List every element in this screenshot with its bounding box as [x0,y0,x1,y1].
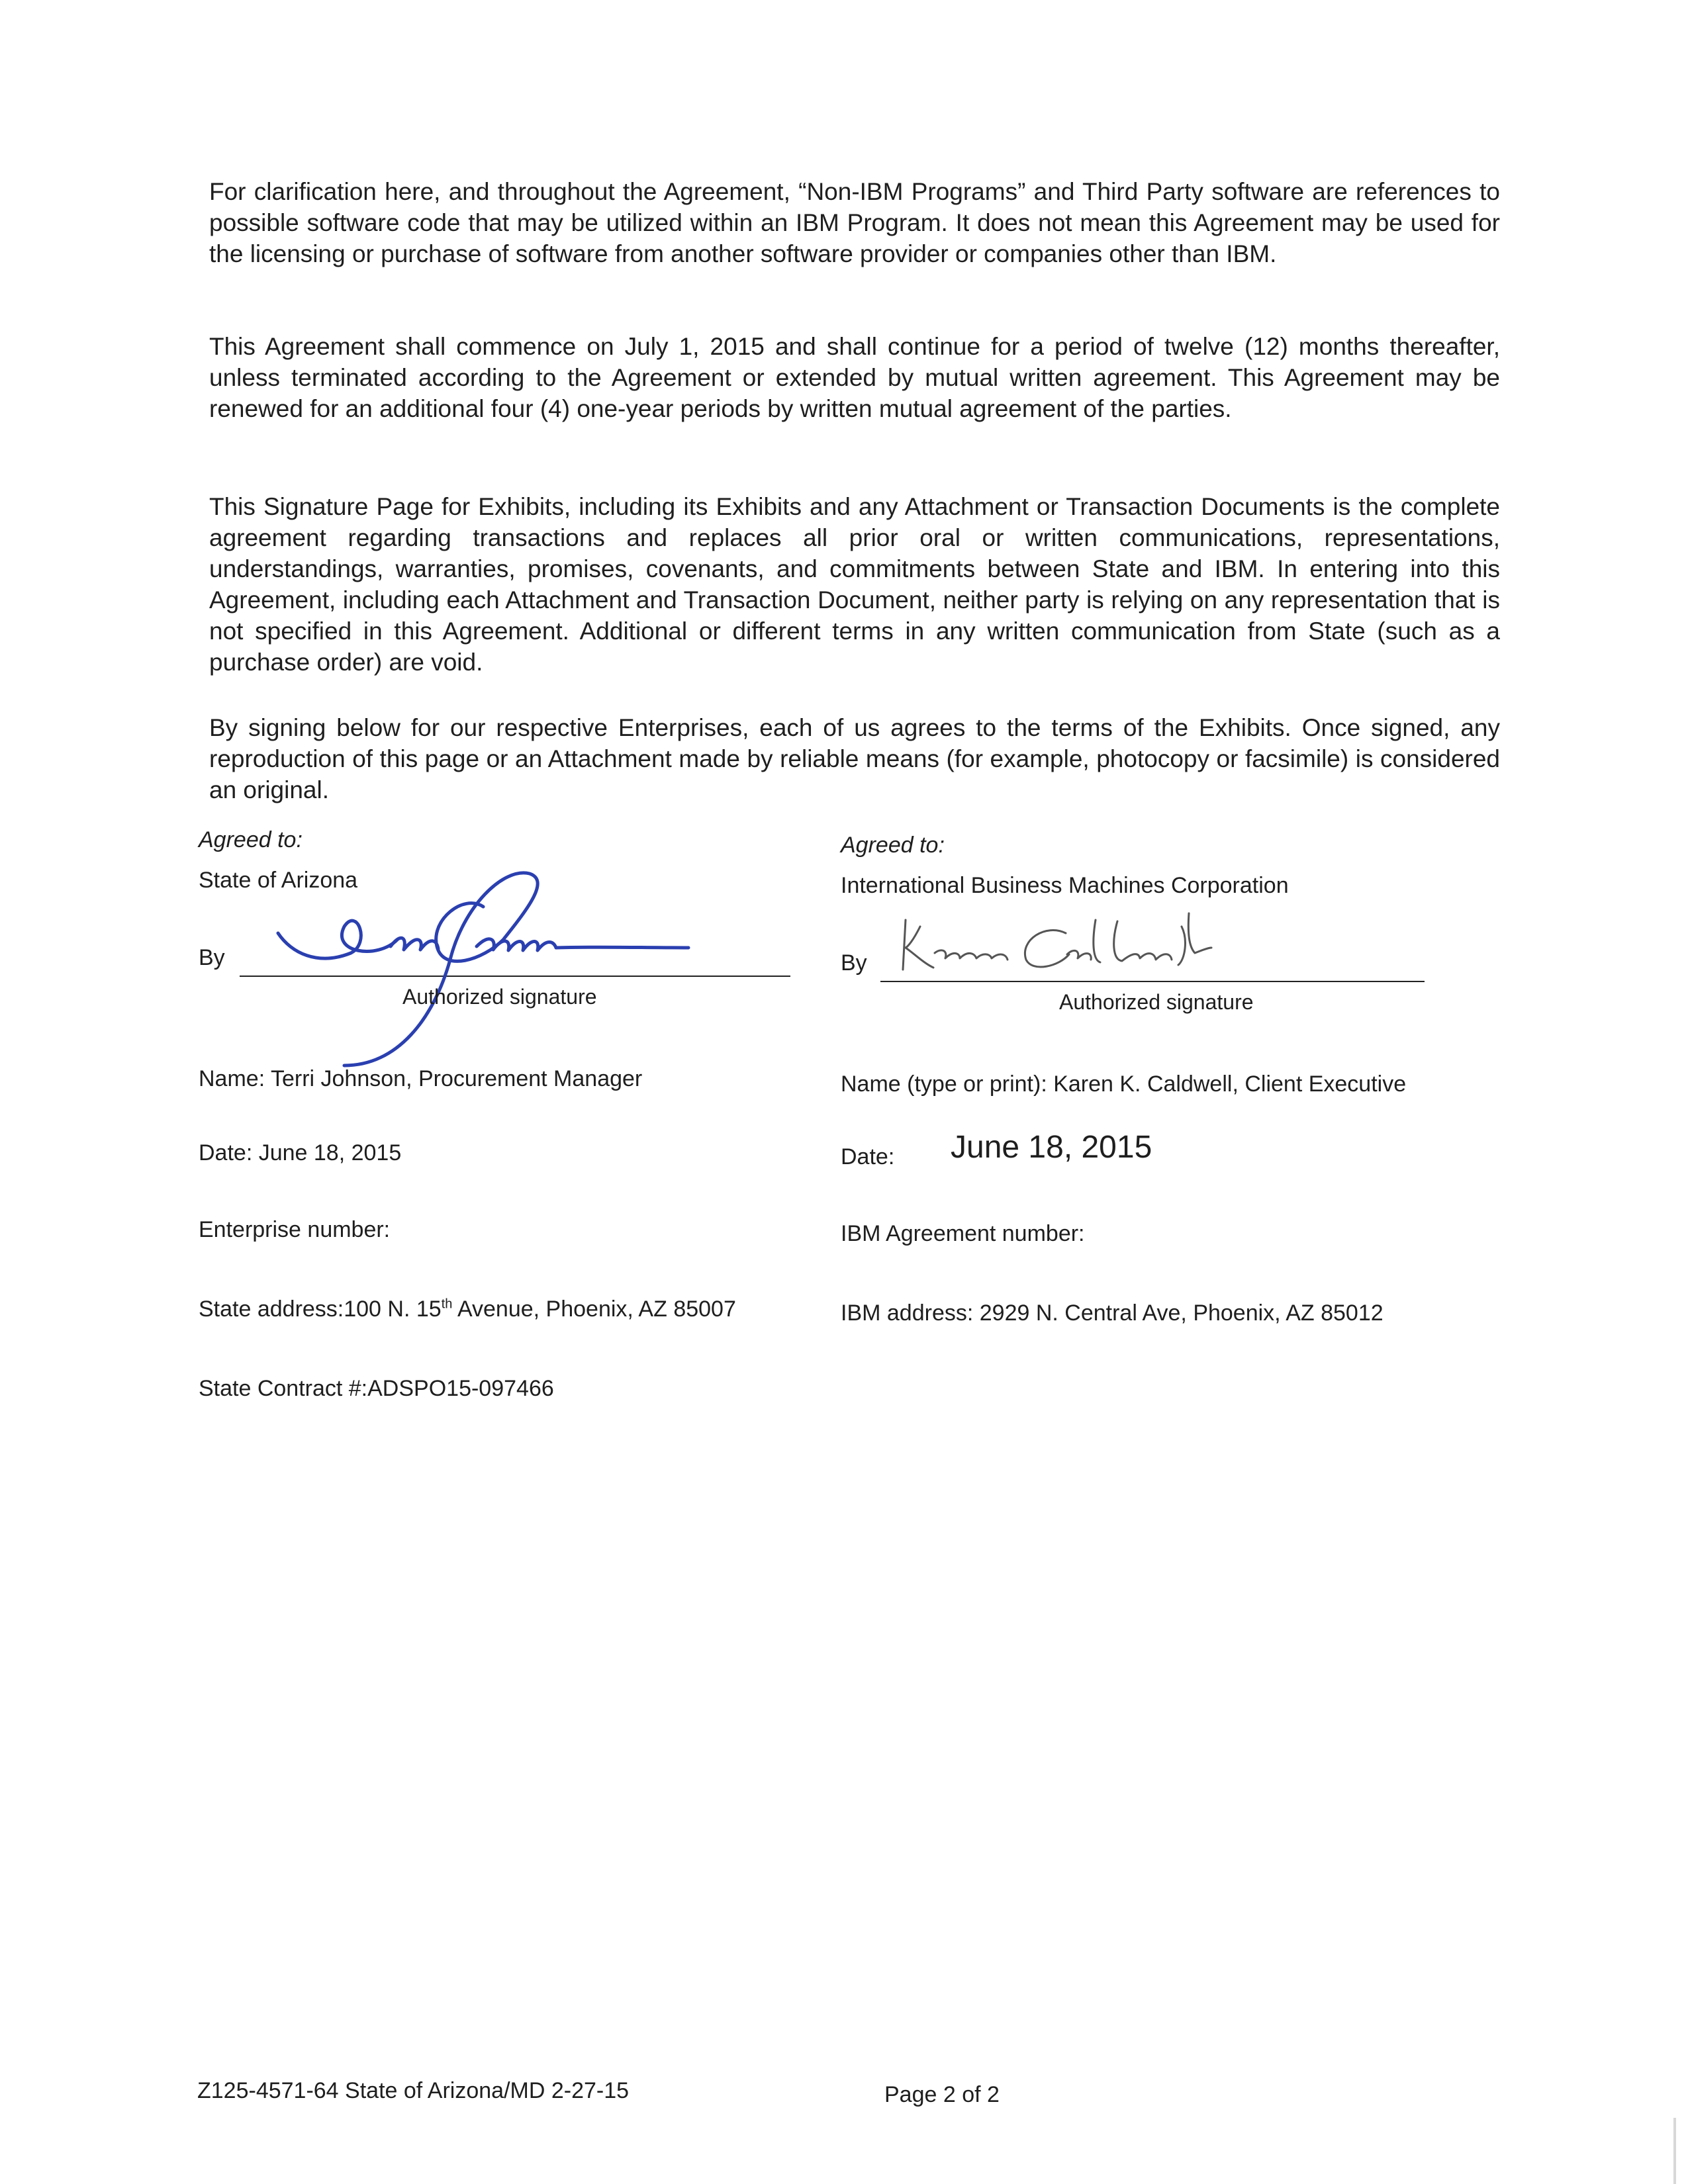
ibm-address: IBM address: 2929 N. Central Ave, Phoenix, AZ 85012 [841,1300,1383,1326]
ibm-date-value: June 18, 2015 [951,1130,1152,1165]
ibm-signature [894,907,1238,986]
paragraph-signing: By signing below for our respective Enterprises, each of us agrees to the terms of the Exhibits. Once signed, any reproduction of this page or an Attachment made by reliable means (for example, photocopy or facsimile) is considered an original. [209,714,1500,803]
ibm-date-label: Date: [841,1144,895,1169]
state-enterprise-number: Enterprise number: [199,1217,391,1242]
state-authorized-signature-label: Authorized signature [402,985,597,1009]
paragraph-complete-agreement: This Signature Page for Exhibits, including its Exhibits and any Attachment or Transaction Documents is the complete agreement regarding transactions and replaces all prior oral or written communications, representations, understandings, warranties, promises, covenants, and commitments between State and IBM. In entering into this Agreement, including each Attachment and Transaction Document, neither party is relying on any representation that is not specified in this Agreement. Additional or different terms in any written communication from State (such as a purchase order) are void. [209,493,1500,676]
state-signer-name: Name: Terri Johnson, Procurement Manager [199,1066,643,1091]
ibm-agreed-to: Agreed to: [841,833,945,858]
footer-document-id: Z125-4571-64 State of Arizona/MD 2-27-15 [197,2078,630,2103]
paragraph-clarification: For clarification here, and throughout the Agreement, “Non-IBM Programs” and Third Party software are references to possible software code that may be utilized within an IBM Program. It does not mean this Agreement may be used for the licensing or purchase of software from another software provider or companies other than IBM. [209,178,1500,267]
footer-page-number: Page 2 of 2 [884,2082,1000,2107]
state-party-name: State of Arizona [199,868,358,893]
state-address: State address:100 N. 15th Avenue, Phoenix, AZ 85007 [199,1297,736,1322]
ibm-signer-name: Name (type or print): Karen K. Caldwell, Client Executive [841,1071,1407,1097]
paragraph-term: This Agreement shall commence on July 1, 2015 and shall continue for a period of twelve (12) months thereafter, unless terminated according to the Agreement or extended by mutual written agreement. This Agreement may be renewed for an additional four (4) one-year periods by written mutual agreement of the parties. [209,333,1500,422]
state-signature [265,867,741,1079]
ibm-agreement-number: IBM Agreement number: [841,1221,1085,1246]
ibm-by-label: By [841,950,867,976]
state-agreed-to: Agreed to: [199,827,303,852]
ibm-party-name: International Business Machines Corporation [841,873,1289,898]
state-by-label: By [199,945,225,970]
ibm-authorized-signature-label: Authorized signature [1059,990,1254,1014]
state-date: Date: June 18, 2015 [199,1140,402,1165]
scan-edge-mark [1673,2118,1676,2184]
state-contract-number: State Contract #:ADSPO15-097466 [199,1376,554,1401]
